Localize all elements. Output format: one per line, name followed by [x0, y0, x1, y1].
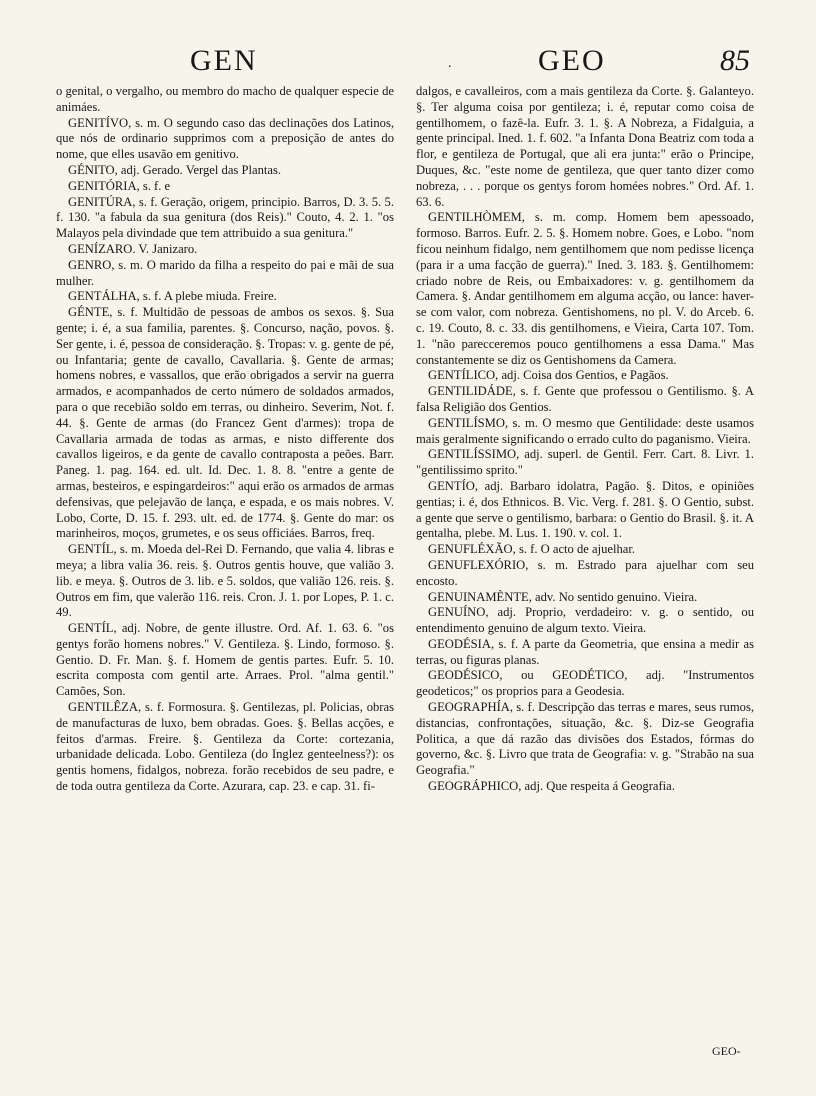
left-column-entry: GENTÍL, adj. Nobre, de gente illustre. Ord. Af. 1. 63. 6. "os gentys forão homens nobres." V. Gentileza. §. Lindo, formoso. §. Gentio. D. Fr. Man. §. f. Homem de gentis partes. Eufr. 5. 10. escrita composta com gentil arte. Arraes. Prol. "alma gentil." Camões, Son.: [56, 621, 394, 699]
right-column-entry: GEOGRAPHÍA, s. f. Descripção das terras e mares, seus rumos, distancias, confrontações, situação, &c. §. Diz-se Geografia Politica, a que dá razão das divisões dos Estados, fórmas do governo, &c. §. Livro que trata de Geografia: v. g. "Strabão na sua Geografia.": [416, 700, 754, 778]
right-column-entry: GEODÉSICO, ou GEODÉTICO, adj. "Instrumentos geodeticos;" os proprios para a Geodesia.: [416, 668, 754, 699]
right-column-entry: dalgos, e cavalleiros, com a mais gentileza da Corte. §. Galanteyo. §. Ter alguma coisa por gentileza; i. é, reputar como coisa de gentilhomem, o fazê-la. Eufr. 3. 1. §. A Nobreza, a Fidalguia, a gente principal. Ined. 1. f. 602. "a Infanta Dona Beatriz com toda a flor, e gentileza de Portugal, que ali era junta:" erão o Principe, Duques, &c. "este nome de gentileza, que quer tanto dizer como nobreza, . . . porque os gentys forom homées nobres." Ord. Af. 1. 63. 6.: [416, 84, 754, 209]
running-head: [60, 44, 760, 84]
running-head-dot: .: [448, 56, 452, 71]
right-column-entry: GENUFLÉXÃO, s. f. O acto de ajuelhar.: [428, 542, 636, 557]
right-column-entry: GENTILHÒMEM, s. m. comp. Homem bem apessoado, formoso. Barros. Eufr. 2. 5. §. Homem nobre. Goes, e Lobo. "nom ficou neinhum fidalgo, nem gentilhomem que nom pedisse licença (para ir a uma facção de guerra)." Ined. 3. 183. §. Gentilhomem: criado nobre de Reis, ou Embaixadores: v. g. gentilhomem da Camera. §. Andar gentilhomem em alguma acção, ou lance: haver-se com valor, com nobreza. Gentishomens, no pl. V. do Arceb. 6. c. 19. Couto, 8. c. 33. dis gentilhomens, e Vieira, Carta 107. Tom. 1. "não parecceremos pouco gentilhomens a essa Dama." Mas constantemente se diz os Gentishomens da Camera.: [416, 210, 754, 367]
left-column-entry: GENTILÊZA, s. f. Formosura. §. Gentilezas, pl. Policias, obras de manufacturas de luxo, bem obradas. Goes. §. Bellas acções, e feitos d'armas. Freire. §. Gentileza da Corte: cortezania, urbanidade delicada. Lobo. Gentileza (do Inglez genteelness?): os gentis homens, fidalgos, nobreza. forão recebidos de seu padre, e de toda outra gentileza da Corte. Azurara, cap. 23. e cap. 31. fi-: [56, 700, 394, 794]
right-column-entry: GENTÍO, adj. Barbaro idolatra, Pagão. §. Ditos, e opiniões gentias; i. é, dos Ethnicos. B. Vic. Verg. f. 281. §. O Gentio, subst. a gente que serve o gentilismo, barbara: o Gentio do Brasil. §. it. A gentalha, plebe. M. Lus. 1. 190. v. col. 1.: [416, 478, 754, 541]
left-column-entry: GÉNITO, adj. Gerado. Vergel das Plantas.: [68, 162, 281, 177]
right-column-entry: GEODÉSIA, s. f. A parte da Geometria, que ensina a medir as terras, ou figuras planas.: [416, 636, 754, 667]
left-column-entry: GÉNTE, s. f. Multidão de pessoas de ambos os sexos. §. Sua gente; i. é, a sua familia, parentes. §. Concurso, nação, povos. §. Ser gente, i. é, pessoa de consideração. §. Tropas: v. g. gente de pé, ou Infantaria; gente de cavallo, Cavallaria. §. Gente de armas; homens nobres, e vassallos, que erão obrigados a servir na guerra armados, e acompanhados de certo número de soldados armados, para o que recebião soldo em terras, ou dinheiro. Severim, Not. f. 44. §. Gente de armas (do Francez Gent d'armes): tropa de Cavallaria armada de todas as armas, e nisto differente dos cavallos ligeiros, e da gente de cavallo contraposta a peões. Barr. Paneg. 1. pag. 164. ed. ult. Id. Dec. 1. 8. 8. "entre a gente de armas, besteiros, e espingardeiros:" aqui erão os armados de armas defensivas, que pelejavão de lança, e espada, e os mais nobres. V. Lobo, Corte, D. 15. f. 293. ult. ed. de 1774. §. Gente do mar: os marinheiros, moços, grumetes, e os seus officiáes. Barros, freq.: [56, 305, 394, 541]
left-column-entry: GENÍZARO. V. Janizaro.: [68, 241, 198, 256]
right-column: [416, 84, 754, 795]
left-column-entry: o genital, o vergalho, ou membro do macho de qualquer especie de animáes.: [56, 84, 394, 114]
running-head-right: GEO: [538, 44, 606, 77]
left-column-entry: GENITÚRA, s. f. Geração, origem, principio. Barros, D. 3. 5. 5. f. 130. "a fabula da sua genitura (dos Reis)." Couto, 4. 2. 1. "os Malayos pela divindade que tem attribuido a sua genitura.": [56, 194, 394, 241]
left-column-entry: GENITÍVO, s. m. O segundo caso das declinações dos Latinos, que nós de ordinario supprimos com a preposição de antes do nome, que elles usavão em genitivo.: [56, 115, 394, 162]
running-head-left: GEN: [190, 44, 258, 77]
right-column-entry: GENTILÍSSIMO, adj. superl. de Gentil. Ferr. Cart. 8. Livr. 1. "gentilissimo sprito.": [416, 447, 754, 478]
page-number: 85: [720, 44, 750, 77]
right-column-entry: GEOGRÁPHICO, adj. Que respeita á Geografia.: [428, 779, 675, 794]
left-column-entry: GENTÁLHA, s. f. A plebe miuda. Freire.: [68, 289, 277, 304]
left-column-entry: GENRO, s. m. O marido da filha a respeito do pai e mãi de sua mulher.: [56, 257, 394, 288]
right-column-entry: GENUFLEXÓRIO, s. m. Estrado para ajuelhar com seu encosto.: [416, 557, 754, 588]
left-column: [56, 84, 394, 795]
right-column-entry: GENTÍLICO, adj. Coisa dos Gentios, e Pagãos.: [428, 368, 669, 383]
right-column-entry: GENUINAMÈNTE, adv. No sentido genuino. Vieira.: [428, 589, 698, 604]
right-column-entry: GENUÍNO, adj. Proprio, verdadeiro: v. g. o sentido, ou entendimento genuino de algum texto. Vieira.: [416, 605, 754, 636]
right-column-entry: GENTILÍSMO, s. m. O mesmo que Gentilidade: deste usamos mais geralmente significando o errado culto do paganismo. Vieira.: [416, 415, 754, 446]
left-column-entry: GENITÓRIA, s. f. e: [68, 178, 171, 193]
left-column-entry: GENTÍL, s. m. Moeda del-Rei D. Fernando, que valia 4. libras e meya; a libra valia 36. reis. §. Outros gentis houve, que valião 3. lib. e meya. §. Outros de 3. lib. e 5. soldos, que valião 126. reis. §. Outros em fim, que valerão 116. reis. Cron. J. 1. por Lopes, P. 1. c. 49.: [56, 542, 394, 620]
right-column-entry: GENTILIDÁDE, s. f. Gente que professou o Gentilismo. §. A falsa Religião dos Gentios.: [416, 384, 754, 414]
catchword: GEO-: [712, 1044, 741, 1058]
